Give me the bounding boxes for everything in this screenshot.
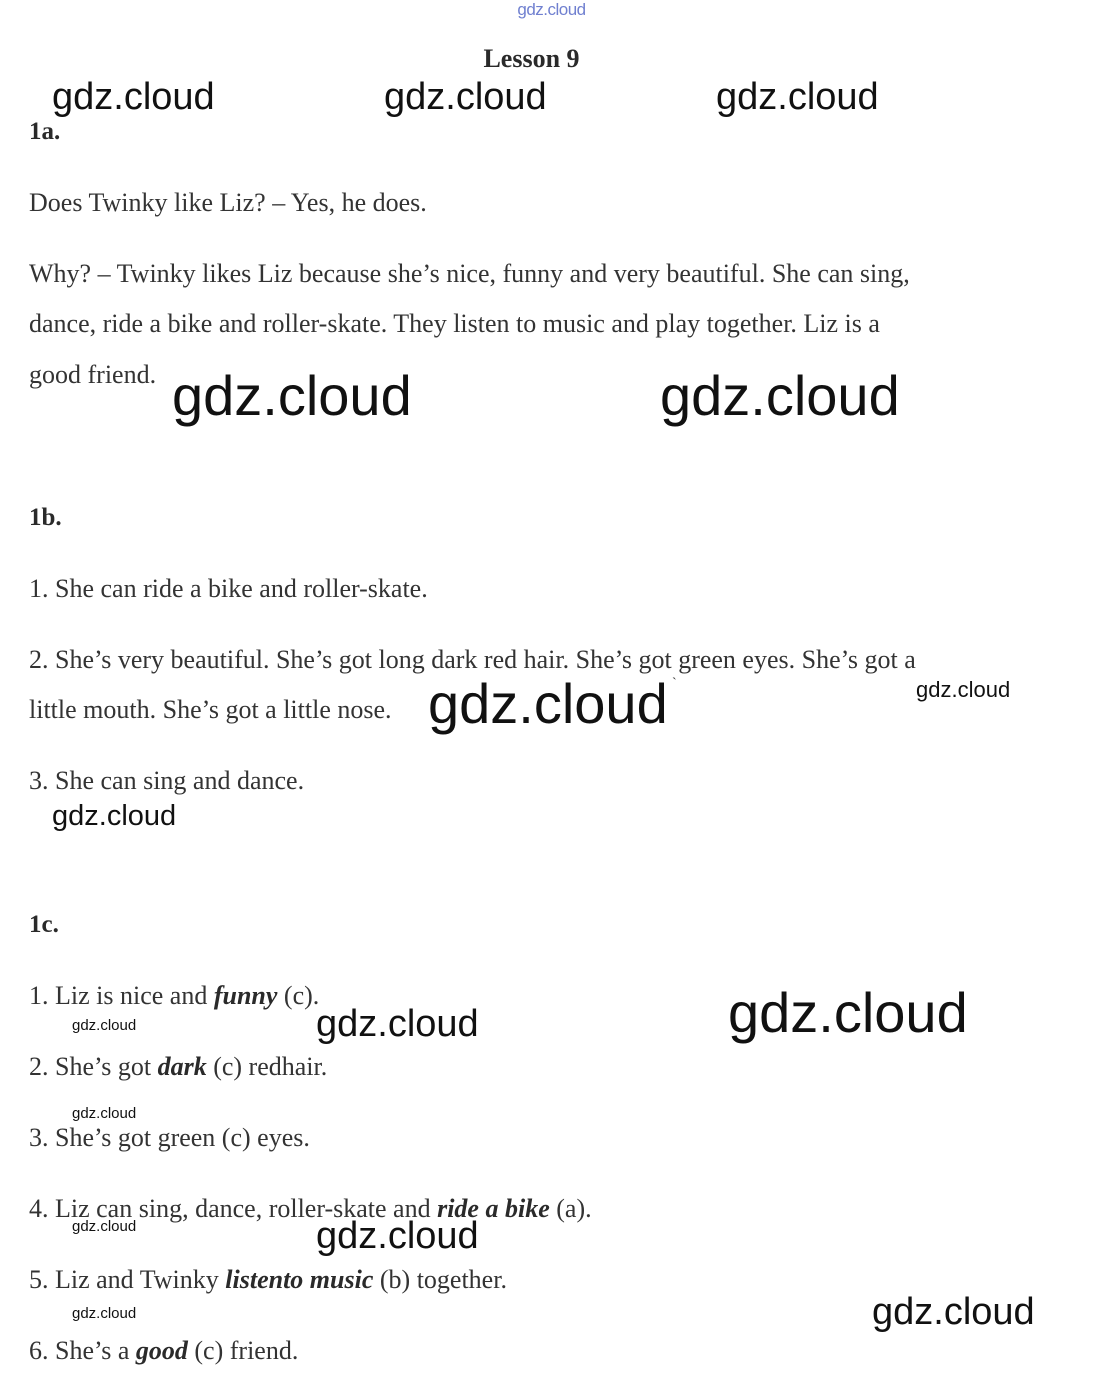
item-text: 2. She’s got — [29, 1052, 158, 1081]
watermark: gdz.cloud — [660, 364, 900, 427]
section-1b-item-3: 3. She can sing and dance. — [29, 766, 305, 795]
watermark: gdz.cloud — [916, 677, 1011, 702]
top-watermark: gdz.cloud — [517, 0, 586, 19]
item-text: 1. Liz is nice and — [29, 981, 214, 1010]
item-text: 5. Liz and Twinky — [29, 1265, 226, 1294]
section-heading-1b: 1b. — [29, 504, 62, 531]
answer-word: listento music — [225, 1265, 374, 1294]
watermark: gdz.cloud — [72, 1218, 137, 1235]
answer-word: ride a bike — [437, 1194, 550, 1223]
section-1a-question: Does Twinky like Liz? – Yes, he does. — [29, 188, 427, 217]
watermark: gdz.cloud — [428, 672, 668, 735]
section-1a-line-2: dance, ride a bike and roller-skate. They listen to music and play together. Liz is a — [29, 309, 880, 338]
watermark: gdz.cloud — [52, 76, 215, 118]
section-1b-item-1: 1. She can ride a bike and roller-skate. — [29, 574, 428, 603]
section-1c-item-5 — [29, 1265, 507, 1295]
watermark: gdz.cloud — [728, 981, 968, 1044]
item-suffix: (b) together. — [373, 1265, 507, 1294]
watermark: gdz.cloud — [716, 76, 879, 118]
stray-mark: ` — [672, 676, 677, 691]
watermark: gdz.cloud — [52, 800, 177, 832]
watermark: gdz.cloud — [72, 1305, 137, 1322]
watermark: gdz.cloud — [316, 1215, 479, 1257]
item-suffix: (c) redhair. — [206, 1052, 328, 1081]
answer-word: funny — [213, 981, 278, 1010]
item-text: 4. Liz can sing, dance, roller-skate and — [29, 1194, 438, 1223]
section-1c-item-6 — [29, 1336, 298, 1366]
answer-word: good — [135, 1336, 188, 1365]
section-1b-item-2-line-1: 2. She’s very beautiful. She’s got long dark red hair. She’s got green eyes. She’s got a — [29, 645, 916, 674]
item-suffix: (c). — [277, 981, 320, 1010]
item-text: 6. She’s a — [29, 1336, 136, 1365]
watermark: gdz.cloud — [872, 1291, 1035, 1333]
answer-word: dark — [157, 1052, 207, 1081]
section-1c-item-3 — [29, 1123, 310, 1153]
section-1b-item-2-line-2: little mouth. She’s got a little nose. — [29, 695, 392, 724]
item-suffix: (a). — [549, 1194, 592, 1223]
item-text: 3. She’s got green (c) eyes. — [29, 1123, 310, 1152]
watermark: gdz.cloud — [316, 1003, 479, 1045]
section-1c-item-2 — [29, 1052, 327, 1082]
item-suffix: (c) friend. — [187, 1336, 299, 1365]
section-1a-line-1: Why? – Twinky likes Liz because she’s nice, funny and very beautiful. She can sing, — [29, 259, 910, 288]
watermark: gdz.cloud — [72, 1105, 137, 1122]
section-heading-1c: 1c. — [29, 911, 59, 938]
section-1a-line-3: good friend. — [29, 360, 157, 389]
page-title: Lesson 9 — [483, 44, 580, 73]
section-1c-item-1 — [29, 981, 319, 1011]
watermark: gdz.cloud — [172, 364, 412, 427]
watermark: gdz.cloud — [384, 76, 547, 118]
section-heading-1a: 1a. — [29, 118, 61, 145]
watermark: gdz.cloud — [72, 1017, 137, 1034]
